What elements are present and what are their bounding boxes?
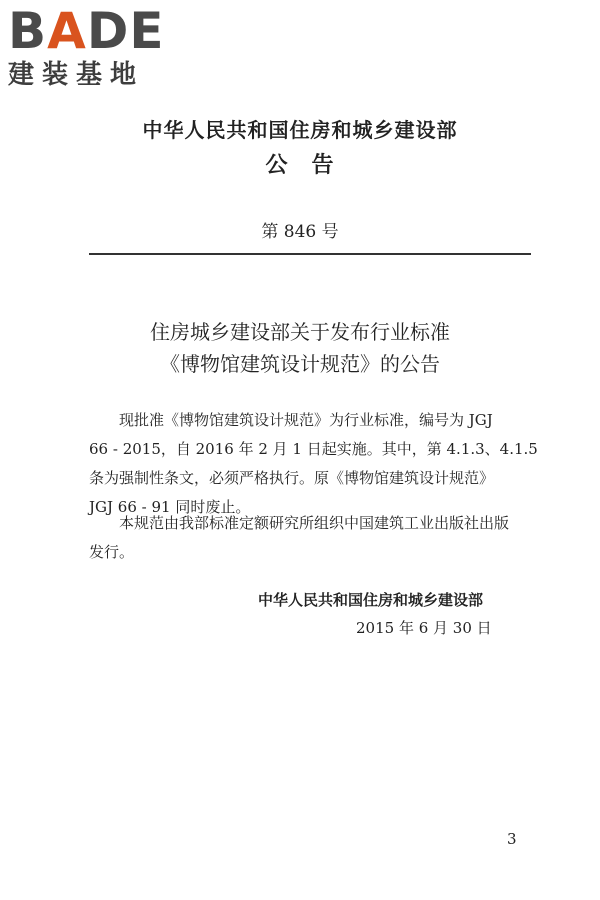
- bade-logo: [8, 2, 173, 90]
- paragraph-line: 66 - 2015，自 2016 年 2 月 1 日起实施。其中，第 4.1.3、4.1.5: [89, 440, 538, 458]
- paragraph-line: 本规范由我部标准定额研究所组织中国建筑工业出版社出版: [119, 514, 510, 532]
- header-divider: [89, 253, 531, 255]
- logo-letters-de: DE: [86, 2, 165, 60]
- logo-subtitle: 建装基地: [8, 60, 145, 90]
- paragraph-line: JGJ 66 - 91 同时废止。: [89, 498, 251, 516]
- paragraph-line: 发行。: [89, 543, 135, 561]
- logo-wordmark: [8, 2, 173, 60]
- issuer-heading: 中华人民共和国住房和城乡建设部: [142, 118, 458, 142]
- page-number: 3: [507, 830, 517, 848]
- logo-letter-a: A: [47, 2, 87, 60]
- paragraph-line: 现批准《博物馆建筑设计规范》为行业标准，编号为 JGJ: [119, 411, 493, 429]
- signature-issuer: 中华人民共和国住房和城乡建设部: [258, 591, 484, 609]
- body-paragraph-2: [89, 509, 529, 567]
- announcement-title-line-2: 《博物馆建筑设计规范》的公告: [160, 352, 440, 376]
- logo-letter-b: B: [8, 2, 48, 60]
- signature-date: 2015 年 6 月 30 日: [356, 619, 492, 637]
- paragraph-line: 条为强制性条文，必须严格执行。原《博物馆建筑设计规范》: [89, 469, 495, 487]
- announcement-title-line-1: 住房城乡建设部关于发布行业标准: [150, 320, 450, 344]
- document-type-heading: 公 告: [265, 153, 335, 178]
- body-paragraph-1: [89, 406, 538, 522]
- document-number: 第 846 号: [261, 222, 339, 242]
